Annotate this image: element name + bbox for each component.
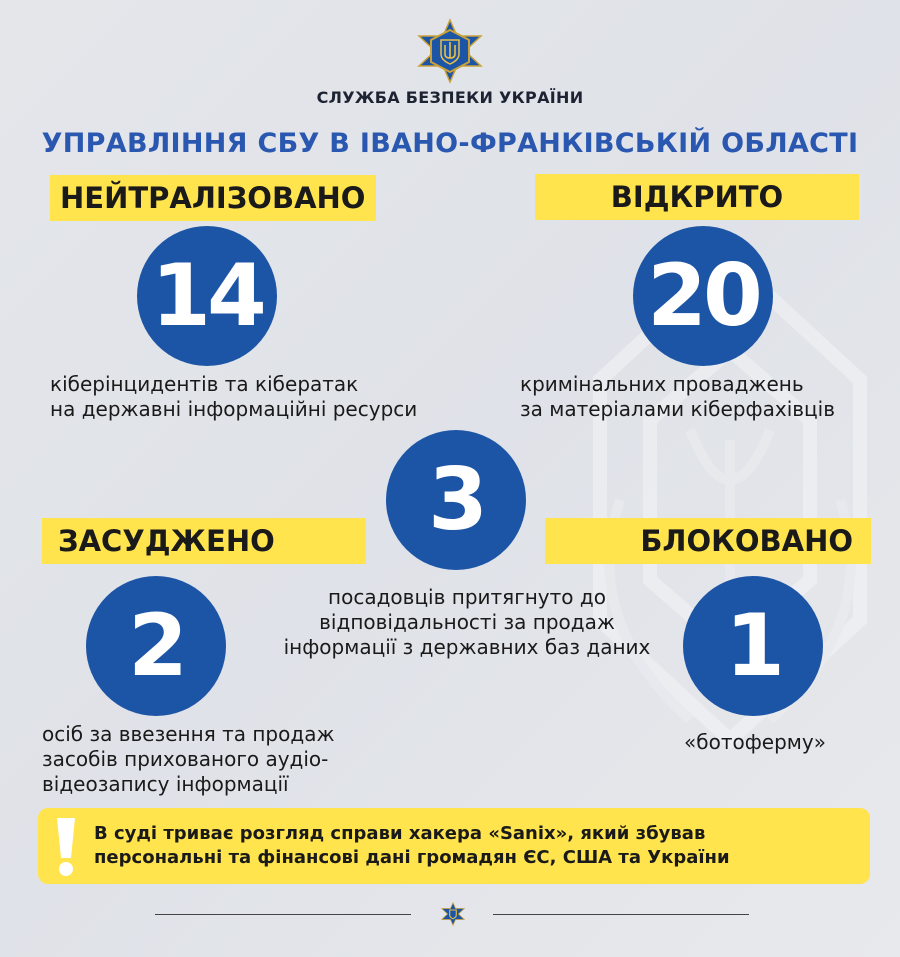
- page-title: УПРАВЛІННЯ СБУ В ІВАНО-ФРАНКІВСЬКІЙ ОБЛАСТІ: [41, 128, 859, 159]
- desc-opened: [520, 372, 890, 422]
- circle-convicted: [86, 576, 226, 716]
- desc-officials: [262, 585, 672, 660]
- footer-divider-left: [155, 914, 411, 915]
- value-officials: 3: [428, 450, 484, 550]
- desc-blocked-line1: «ботоферму»: [684, 730, 826, 754]
- value-opened: 20: [647, 246, 759, 346]
- desc-convicted-line2: засобів прихованого аудіо-: [42, 747, 329, 771]
- value-neutralized: 14: [151, 246, 263, 346]
- label-blocked: БЛОКОВАНО: [545, 518, 871, 564]
- desc-neutralized-line2: на державні інформаційні ресурси: [50, 397, 418, 421]
- circle-opened: [633, 226, 773, 366]
- desc-opened-line1: кримінальних проваджень: [520, 372, 804, 396]
- footer-emblem-icon: [441, 902, 465, 926]
- exclamation-icon: [52, 816, 80, 878]
- desc-neutralized-line1: кіберінцидентів та кібератак: [50, 372, 359, 396]
- desc-blocked: [640, 730, 870, 755]
- sbu-emblem-icon: [417, 18, 483, 84]
- alert-line2: персональні та фінансові дані громадян ЄС, США та України: [94, 847, 730, 868]
- value-convicted: 2: [128, 596, 184, 696]
- circle-officials: [386, 430, 526, 570]
- alert-box: [38, 808, 870, 884]
- circle-neutralized: [137, 226, 277, 366]
- desc-officials-line3: інформації з державних баз даних: [283, 635, 651, 659]
- desc-convicted-line3: відеозапису інформації: [42, 772, 289, 796]
- label-convicted: ЗАСУДЖЕНО: [42, 518, 366, 564]
- desc-officials-line2: відповідальності за продаж: [319, 610, 615, 634]
- circle-blocked: [683, 576, 823, 716]
- label-neutralized: НЕЙТРАЛІЗОВАНО: [50, 175, 376, 221]
- desc-convicted-line1: осіб за ввезення та продаж: [42, 722, 335, 746]
- desc-opened-line2: за матеріалами кіберфахівців: [520, 397, 835, 421]
- alert-text: [94, 822, 854, 870]
- footer-divider-right: [493, 914, 749, 915]
- desc-officials-line1: посадовців притягнуто до: [328, 585, 606, 609]
- org-name: СЛУЖБА БЕЗПЕКИ УКРАЇНИ: [316, 88, 584, 107]
- desc-neutralized: [50, 372, 490, 422]
- value-blocked: 1: [725, 596, 781, 696]
- label-opened: ВІДКРИТО: [535, 174, 859, 220]
- desc-convicted: [42, 722, 382, 797]
- alert-line1: В суді триває розгляд справи хакера «Sanix», який збував: [94, 823, 706, 844]
